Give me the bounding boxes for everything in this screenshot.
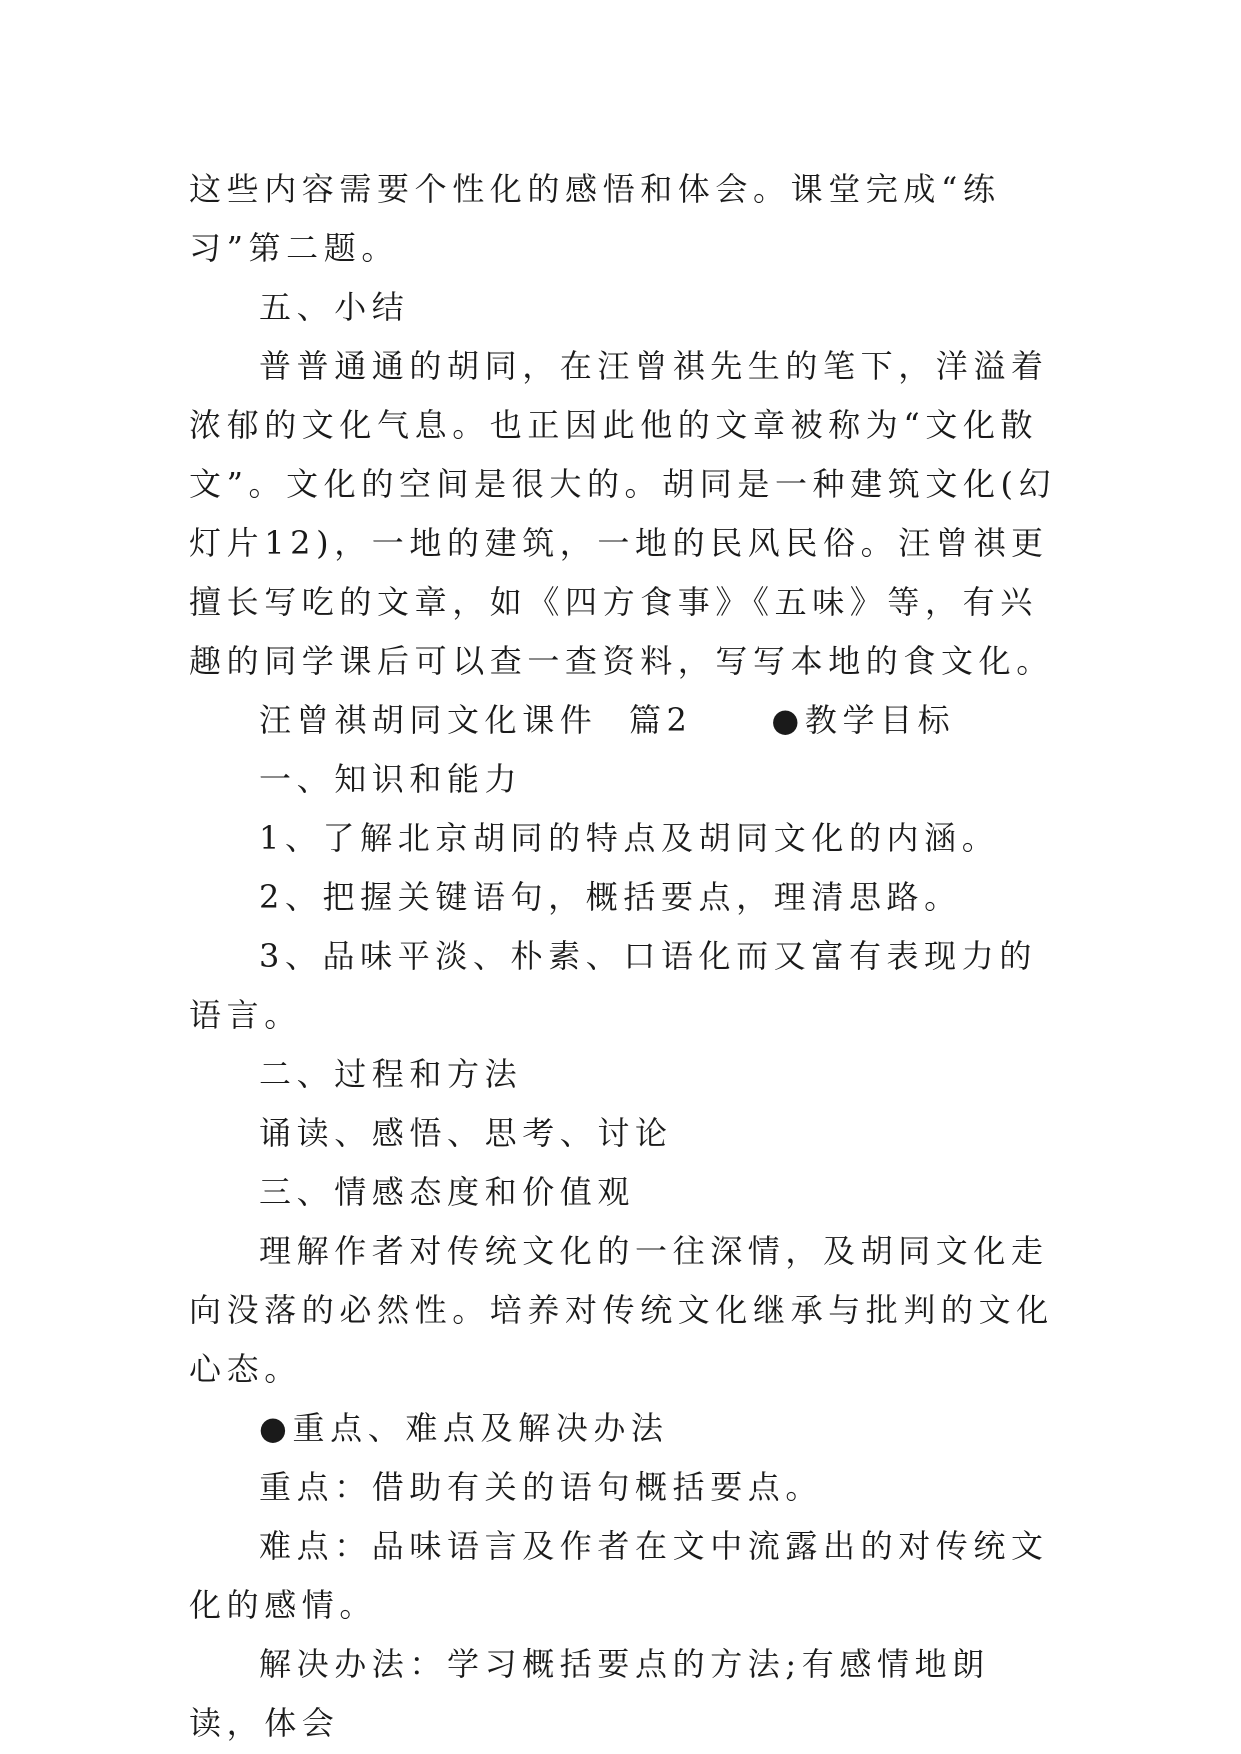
- paragraph-continuation: 这些内容需要个性化的感悟和体会。课堂完成“练习”第二题。: [189, 170, 1001, 267]
- paragraph-difficulty: 难点：品味语言及作者在文中流露出的对传统文化的感情。: [189, 1527, 1049, 1624]
- section-heading-knowledge: 一、知识和能力: [259, 760, 523, 798]
- paragraph-summary: 普普通通的胡同，在汪曾祺先生的笔下，洋溢着浓郁的文化气息。也正因此他的文章被称为“文化散文”。文化的空间是很大的。胡同是一种建筑文化(幻灯片12)，一地的建筑，一地的民风民俗。汪曾祺更擅长写吃的文章，如《四方食事》《五味》等，有兴趣的同学课后可以查一查资料，写写本地的食文化。: [189, 347, 1057, 680]
- document-body: [189, 160, 1059, 1753]
- paragraph-keypoint: 重点：借助有关的语句概括要点。: [259, 1468, 824, 1506]
- section-heading-values: 三、情感态度和价值观: [259, 1173, 636, 1211]
- list-item-1: 1、了解北京胡同的特点及胡同文化的内涵。: [259, 819, 1000, 857]
- list-item-3: 3、品味平淡、朴素、口语化而又富有表现力的语言。: [189, 937, 1037, 1034]
- section-heading-summary: 五、小结: [259, 288, 410, 326]
- section-heading-process: 二、过程和方法: [259, 1055, 523, 1093]
- list-item-2: 2、把握关键语句，概括要点，理清思路。: [259, 878, 962, 916]
- paragraph-process: 诵读、感悟、思考、讨论: [259, 1114, 673, 1152]
- paragraph-solution: 解决办法：学习概括要点的方法;有感情地朗读，体会: [189, 1645, 990, 1742]
- article-title-line: 汪曾祺胡同文化课件 篇2 ●教学目标: [259, 701, 956, 739]
- paragraph-values: 理解作者对传统文化的一往深情，及胡同文化走向没落的必然性。培养对传统文化继承与批判的文化心态。: [189, 1232, 1054, 1388]
- section-heading-keypoints: ●重点、难点及解决办法: [259, 1409, 669, 1447]
